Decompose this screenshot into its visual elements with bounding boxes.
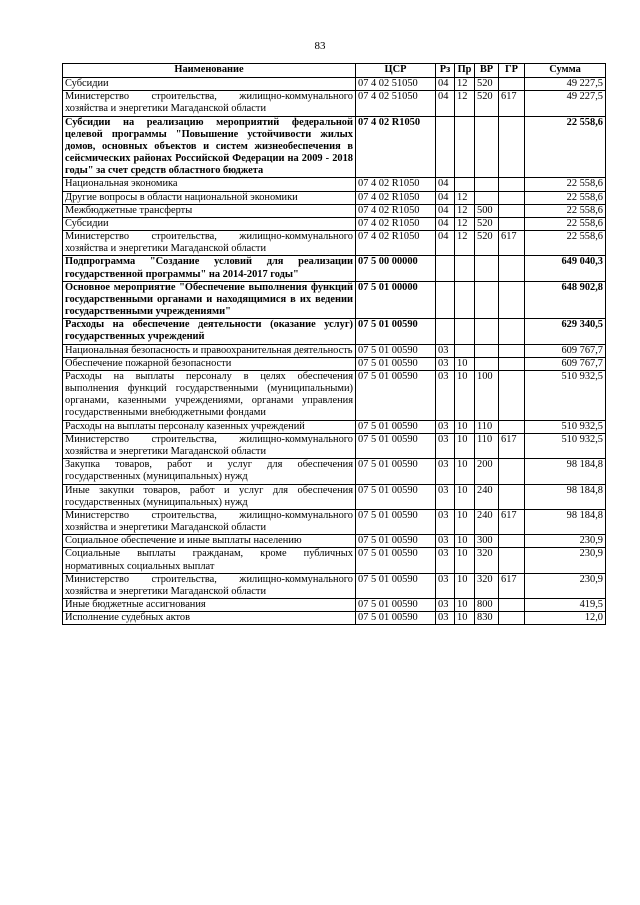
row-sum: 419,5 xyxy=(525,599,606,612)
row-gr xyxy=(499,78,525,91)
row-name: Расходы на выплаты персоналу в целях обеспечения выполнения функций государственными (муниципальными) органами, казенными учреждениями, органами управления государственными внебюджетными фондами xyxy=(63,370,356,420)
row-pr xyxy=(455,178,475,191)
row-rz: 03 xyxy=(436,612,455,625)
row-pr: 12 xyxy=(455,231,475,256)
row-csr: 07 5 01 00590 xyxy=(356,509,436,534)
row-gr xyxy=(499,612,525,625)
row-gr: 617 xyxy=(499,509,525,534)
row-vr xyxy=(475,357,499,370)
row-name: Министерство строительства, жилищно-коммунального хозяйства и энергетики Магаданской области xyxy=(63,91,356,116)
row-csr: 07 5 01 00590 xyxy=(356,612,436,625)
row-sum: 22 558,6 xyxy=(525,231,606,256)
row-pr: 10 xyxy=(455,370,475,420)
table-row xyxy=(63,319,606,344)
row-sum: 22 558,6 xyxy=(525,191,606,204)
row-rz: 03 xyxy=(436,433,455,458)
row-rz: 03 xyxy=(436,509,455,534)
row-rz: 04 xyxy=(436,91,455,116)
table-row xyxy=(63,509,606,534)
row-gr xyxy=(499,459,525,484)
header-vr: ВР xyxy=(475,64,499,78)
row-sum: 22 558,6 xyxy=(525,116,606,178)
row-csr: 07 4 02 R1050 xyxy=(356,116,436,178)
row-gr xyxy=(499,484,525,509)
row-gr: 617 xyxy=(499,91,525,116)
row-gr xyxy=(499,357,525,370)
row-name: Основное мероприятие "Обеспечение выполнения функций государственными органами и находящимися в их ведении государственными учреждениями" xyxy=(63,281,356,319)
row-csr: 07 5 01 00000 xyxy=(356,281,436,319)
row-sum: 609 767,7 xyxy=(525,357,606,370)
row-name: Иные бюджетные ассигнования xyxy=(63,599,356,612)
row-rz: 04 xyxy=(436,78,455,91)
row-sum: 98 184,8 xyxy=(525,509,606,534)
row-pr: 10 xyxy=(455,433,475,458)
row-sum: 98 184,8 xyxy=(525,484,606,509)
row-rz: 03 xyxy=(436,344,455,357)
row-name: Министерство строительства, жилищно-коммунального хозяйства и энергетики Магаданской области xyxy=(63,573,356,598)
row-rz: 04 xyxy=(436,217,455,230)
row-pr xyxy=(455,256,475,281)
row-rz xyxy=(436,256,455,281)
row-vr: 300 xyxy=(475,535,499,548)
row-csr: 07 5 01 00590 xyxy=(356,535,436,548)
row-sum: 629 340,5 xyxy=(525,319,606,344)
row-vr: 240 xyxy=(475,509,499,534)
row-csr: 07 5 01 00590 xyxy=(356,319,436,344)
row-gr xyxy=(499,548,525,573)
row-name: Расходы на выплаты персоналу казенных учреждений xyxy=(63,420,356,433)
row-sum: 510 932,5 xyxy=(525,370,606,420)
row-name: Подпрограмма "Создание условий для реализации государственной программы" на 2014-2017 годы" xyxy=(63,256,356,281)
row-vr: 800 xyxy=(475,599,499,612)
table-row xyxy=(63,484,606,509)
header-name: Наименование xyxy=(63,64,356,78)
table-row xyxy=(63,535,606,548)
row-pr: 12 xyxy=(455,204,475,217)
row-pr xyxy=(455,281,475,319)
row-sum: 649 040,3 xyxy=(525,256,606,281)
row-vr: 200 xyxy=(475,459,499,484)
row-vr: 520 xyxy=(475,91,499,116)
row-name: Национальная безопасность и правоохранительная деятельность xyxy=(63,344,356,357)
row-pr xyxy=(455,344,475,357)
row-vr: 500 xyxy=(475,204,499,217)
row-gr xyxy=(499,256,525,281)
row-csr: 07 5 01 00590 xyxy=(356,484,436,509)
header-csr: ЦСР xyxy=(356,64,436,78)
row-name: Исполнение судебных актов xyxy=(63,612,356,625)
row-pr: 10 xyxy=(455,612,475,625)
row-pr: 10 xyxy=(455,484,475,509)
row-gr xyxy=(499,204,525,217)
row-vr: 520 xyxy=(475,217,499,230)
row-rz: 03 xyxy=(436,370,455,420)
table-row xyxy=(63,217,606,230)
header-row xyxy=(63,64,606,78)
row-vr: 320 xyxy=(475,573,499,598)
row-sum: 230,9 xyxy=(525,535,606,548)
row-name: Министерство строительства, жилищно-коммунального хозяйства и энергетики Магаданской области xyxy=(63,433,356,458)
row-name: Иные закупки товаров, работ и услуг для обеспечения государственных (муниципальных) нужд xyxy=(63,484,356,509)
row-csr: 07 5 01 00590 xyxy=(356,433,436,458)
row-vr xyxy=(475,191,499,204)
table-row xyxy=(63,433,606,458)
table-row xyxy=(63,459,606,484)
row-csr: 07 5 01 00590 xyxy=(356,548,436,573)
row-name: Субсидии xyxy=(63,217,356,230)
row-rz xyxy=(436,281,455,319)
row-sum: 49 227,5 xyxy=(525,91,606,116)
row-sum: 648 902,8 xyxy=(525,281,606,319)
table-row xyxy=(63,548,606,573)
row-gr: 617 xyxy=(499,231,525,256)
header-rz: Рз xyxy=(436,64,455,78)
table-row xyxy=(63,420,606,433)
row-name: Социальное обеспечение и иные выплаты населению xyxy=(63,535,356,548)
row-rz xyxy=(436,319,455,344)
row-name: Национальная экономика xyxy=(63,178,356,191)
row-vr: 520 xyxy=(475,231,499,256)
row-sum: 230,9 xyxy=(525,548,606,573)
row-name: Субсидии xyxy=(63,78,356,91)
row-rz: 04 xyxy=(436,231,455,256)
row-csr: 07 5 00 00000 xyxy=(356,256,436,281)
row-sum: 609 767,7 xyxy=(525,344,606,357)
row-csr: 07 4 02 R1050 xyxy=(356,191,436,204)
page-number: 83 xyxy=(314,40,326,52)
table-row xyxy=(63,191,606,204)
table-row xyxy=(63,357,606,370)
row-vr: 520 xyxy=(475,78,499,91)
row-csr: 07 5 01 00590 xyxy=(356,573,436,598)
row-name: Министерство строительства, жилищно-коммунального хозяйства и энергетики Магаданской области xyxy=(63,509,356,534)
row-gr xyxy=(499,178,525,191)
table-row xyxy=(63,204,606,217)
table-row xyxy=(63,116,606,178)
row-csr: 07 5 01 00590 xyxy=(356,599,436,612)
row-pr: 12 xyxy=(455,91,475,116)
row-rz: 03 xyxy=(436,599,455,612)
row-csr: 07 5 01 00590 xyxy=(356,344,436,357)
table-row xyxy=(63,178,606,191)
row-sum: 12,0 xyxy=(525,612,606,625)
row-vr: 100 xyxy=(475,370,499,420)
row-vr xyxy=(475,116,499,178)
row-csr: 07 4 02 R1050 xyxy=(356,178,436,191)
row-gr: 617 xyxy=(499,433,525,458)
row-rz: 04 xyxy=(436,191,455,204)
row-name: Закупка товаров, работ и услуг для обеспечения государственных (муниципальных) нужд xyxy=(63,459,356,484)
budget-table xyxy=(62,63,606,625)
row-rz: 03 xyxy=(436,573,455,598)
table-row xyxy=(63,612,606,625)
row-name: Межбюджетные трансферты xyxy=(63,204,356,217)
table-row xyxy=(63,91,606,116)
row-vr: 110 xyxy=(475,433,499,458)
row-sum: 230,9 xyxy=(525,573,606,598)
row-vr xyxy=(475,281,499,319)
table-row xyxy=(63,231,606,256)
row-csr: 07 4 02 51050 xyxy=(356,91,436,116)
row-name: Социальные выплаты гражданам, кроме публичных нормативных социальных выплат xyxy=(63,548,356,573)
row-gr xyxy=(499,370,525,420)
row-vr xyxy=(475,256,499,281)
row-csr: 07 5 01 00590 xyxy=(356,459,436,484)
row-sum: 510 932,5 xyxy=(525,420,606,433)
row-sum: 510 932,5 xyxy=(525,433,606,458)
row-vr xyxy=(475,178,499,191)
row-vr: 110 xyxy=(475,420,499,433)
row-sum: 49 227,5 xyxy=(525,78,606,91)
table-row xyxy=(63,344,606,357)
row-gr xyxy=(499,420,525,433)
row-csr: 07 5 01 00590 xyxy=(356,370,436,420)
row-name: Субсидии на реализацию мероприятий федеральной целевой программы "Повышение устойчивости жилых домов, основных объектов и систем жизнеобеспечения в сейсмических районах Российской Федерации на 2009 - 2018 годы" за счет средств областного бюджета xyxy=(63,116,356,178)
row-name: Расходы на обеспечение деятельности (оказание услуг) государственных учреждений xyxy=(63,319,356,344)
row-rz: 04 xyxy=(436,204,455,217)
row-rz xyxy=(436,116,455,178)
row-gr xyxy=(499,535,525,548)
row-csr: 07 4 02 R1050 xyxy=(356,204,436,217)
row-pr xyxy=(455,319,475,344)
row-sum: 22 558,6 xyxy=(525,217,606,230)
row-sum: 22 558,6 xyxy=(525,178,606,191)
header-sum: Сумма xyxy=(525,64,606,78)
row-pr: 10 xyxy=(455,599,475,612)
row-rz: 03 xyxy=(436,548,455,573)
table-row xyxy=(63,599,606,612)
row-name: Обеспечение пожарной безопасности xyxy=(63,357,356,370)
row-pr: 10 xyxy=(455,420,475,433)
row-vr xyxy=(475,344,499,357)
row-gr xyxy=(499,116,525,178)
row-rz: 03 xyxy=(436,484,455,509)
row-gr xyxy=(499,281,525,319)
row-gr xyxy=(499,319,525,344)
row-name: Другие вопросы в области национальной экономики xyxy=(63,191,356,204)
row-csr: 07 4 02 R1050 xyxy=(356,217,436,230)
row-csr: 07 4 02 51050 xyxy=(356,78,436,91)
header-gr: ГР xyxy=(499,64,525,78)
table-row xyxy=(63,370,606,420)
row-vr xyxy=(475,319,499,344)
row-vr: 320 xyxy=(475,548,499,573)
row-gr: 617 xyxy=(499,573,525,598)
table-row xyxy=(63,256,606,281)
row-pr: 12 xyxy=(455,217,475,230)
row-rz: 03 xyxy=(436,535,455,548)
row-sum: 22 558,6 xyxy=(525,204,606,217)
header-pr: Пр xyxy=(455,64,475,78)
row-gr xyxy=(499,191,525,204)
row-vr: 830 xyxy=(475,612,499,625)
row-rz: 03 xyxy=(436,420,455,433)
row-pr: 10 xyxy=(455,535,475,548)
row-rz: 03 xyxy=(436,357,455,370)
table-row xyxy=(63,281,606,319)
row-pr: 10 xyxy=(455,459,475,484)
row-csr: 07 4 02 R1050 xyxy=(356,231,436,256)
row-gr xyxy=(499,217,525,230)
row-gr xyxy=(499,344,525,357)
row-rz: 04 xyxy=(436,178,455,191)
row-pr: 10 xyxy=(455,548,475,573)
row-name: Министерство строительства, жилищно-коммунального хозяйства и энергетики Магаданской области xyxy=(63,231,356,256)
row-pr xyxy=(455,116,475,178)
row-csr: 07 5 01 00590 xyxy=(356,420,436,433)
table-row xyxy=(63,573,606,598)
row-pr: 10 xyxy=(455,509,475,534)
row-sum: 98 184,8 xyxy=(525,459,606,484)
row-pr: 12 xyxy=(455,191,475,204)
table-row xyxy=(63,78,606,91)
row-rz: 03 xyxy=(436,459,455,484)
row-vr: 240 xyxy=(475,484,499,509)
row-csr: 07 5 01 00590 xyxy=(356,357,436,370)
row-gr xyxy=(499,599,525,612)
row-pr: 10 xyxy=(455,573,475,598)
row-pr: 10 xyxy=(455,357,475,370)
row-pr: 12 xyxy=(455,78,475,91)
